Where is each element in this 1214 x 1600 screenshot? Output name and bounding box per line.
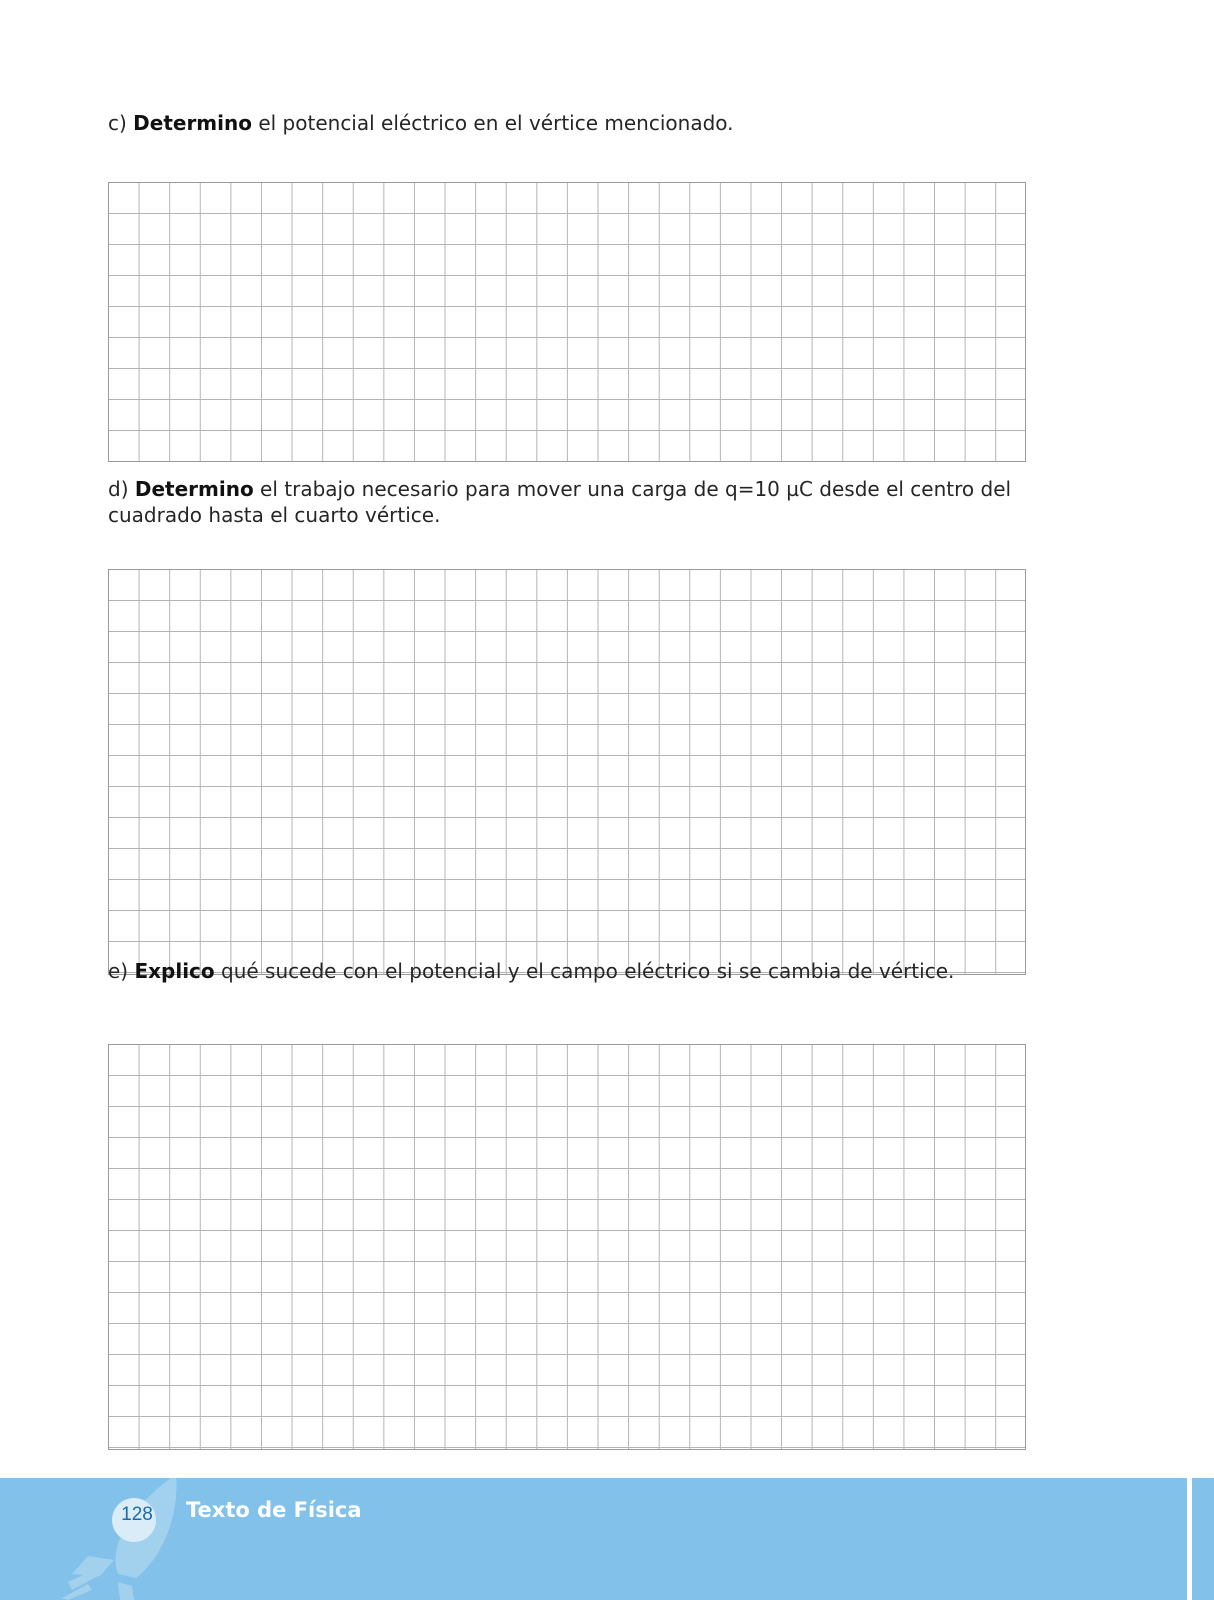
answer-grid-e[interactable] bbox=[108, 1044, 1026, 1450]
answer-grid-c[interactable] bbox=[108, 182, 1026, 462]
question-c-verb: Determino bbox=[133, 111, 252, 135]
page-number: 128 bbox=[121, 1504, 153, 1525]
question-e-label: e) bbox=[108, 959, 135, 983]
answer-grid-d[interactable] bbox=[108, 569, 1026, 975]
question-c bbox=[108, 110, 1058, 136]
page-footer bbox=[0, 1478, 1214, 1600]
question-e bbox=[108, 958, 1058, 984]
footer-edge-divider bbox=[1187, 1478, 1192, 1600]
question-c-label: c) bbox=[108, 111, 134, 135]
question-e-text: qué sucede con el potencial y el campo eléctrico si se cambia de vértice. bbox=[214, 959, 955, 983]
question-c-text: el potencial eléctrico en el vértice mencionado. bbox=[251, 111, 734, 135]
question-d-label: d) bbox=[108, 477, 135, 501]
book-title: Texto de Física bbox=[186, 1498, 362, 1522]
question-d bbox=[108, 476, 1058, 528]
question-d-verb: Determino bbox=[134, 477, 254, 501]
question-e-verb: Explico bbox=[134, 959, 215, 983]
question-d-text: el trabajo necesario para mover una carga de q=10 µC desde el centro del cuadrado hasta el cuarto vértice. bbox=[108, 477, 1012, 527]
